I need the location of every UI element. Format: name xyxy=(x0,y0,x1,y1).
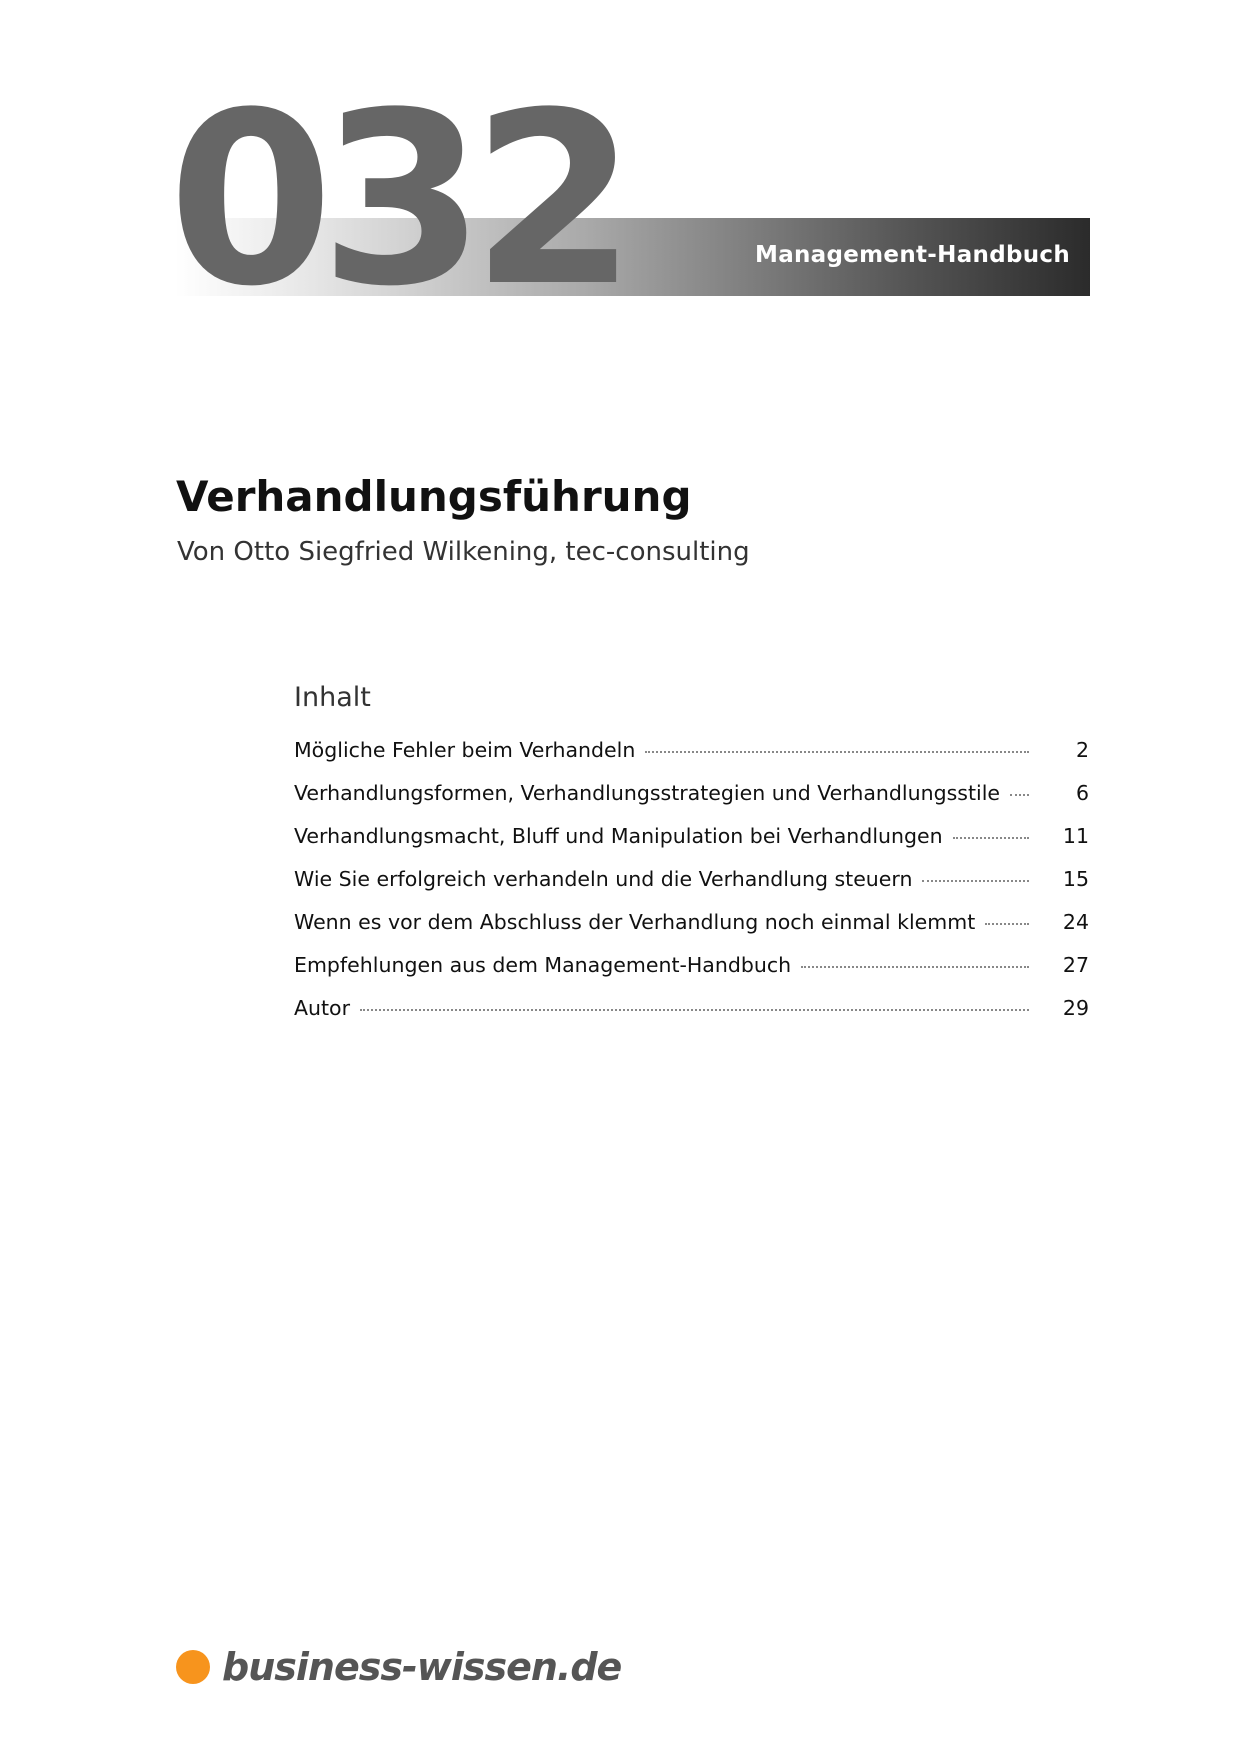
toc-entry[interactable] xyxy=(294,867,1089,910)
toc-entry-page: 29 xyxy=(1062,996,1089,1020)
logo-text: business-wissen.de xyxy=(222,1645,622,1689)
toc-entry-page: 2 xyxy=(1075,738,1089,762)
document-title: Verhandlungsführung xyxy=(176,472,692,521)
toc-entry[interactable] xyxy=(294,738,1089,781)
toc-entry-page: 6 xyxy=(1075,781,1089,805)
toc-entry-page: 11 xyxy=(1062,824,1089,848)
toc-entry-label: Empfehlungen aus dem Management-Handbuch xyxy=(294,953,792,977)
toc-leader-dots xyxy=(953,837,1029,839)
toc-leader-dots xyxy=(922,880,1029,882)
toc-entry-label: Mögliche Fehler beim Verhandeln xyxy=(294,738,636,762)
table-of-contents xyxy=(294,682,1089,1039)
toc-leader-dots xyxy=(360,1009,1029,1011)
toc-entry-label: Wenn es vor dem Abschluss der Verhandlung noch einmal klemmt xyxy=(294,910,976,934)
toc-entry-page: 27 xyxy=(1062,953,1089,977)
toc-entry-label: Verhandlungsformen, Verhandlungsstrategien und Verhandlungsstile xyxy=(294,781,1000,805)
toc-entry-label: Wie Sie erfolgreich verhandeln und die Verhandlung steuern xyxy=(294,867,913,891)
document-subtitle: Von Otto Siegfried Wilkening, tec-consulting xyxy=(177,537,750,567)
publisher-logo[interactable] xyxy=(176,1645,621,1689)
toc-entry[interactable] xyxy=(294,781,1089,824)
toc-entry[interactable] xyxy=(294,996,1089,1039)
toc-entry-label: Autor xyxy=(294,996,351,1020)
toc-leader-dots xyxy=(645,751,1029,753)
toc-leader-dots xyxy=(801,966,1029,968)
logo-dot-icon xyxy=(176,1650,210,1684)
toc-entry[interactable] xyxy=(294,824,1089,867)
toc-entry-label: Verhandlungsmacht, Bluff und Manipulation bei Verhandlungen xyxy=(294,824,943,848)
toc-entry[interactable] xyxy=(294,910,1089,953)
toc-entry-page: 15 xyxy=(1062,867,1089,891)
toc-leader-dots xyxy=(985,923,1029,925)
toc-heading: Inhalt xyxy=(294,682,371,713)
toc-entry-page: 24 xyxy=(1062,910,1089,934)
toc-entry[interactable] xyxy=(294,953,1089,996)
issue-number: 032 xyxy=(168,62,623,339)
toc-leader-dots xyxy=(1010,794,1029,796)
series-label: Management-Handbuch xyxy=(755,242,1070,268)
